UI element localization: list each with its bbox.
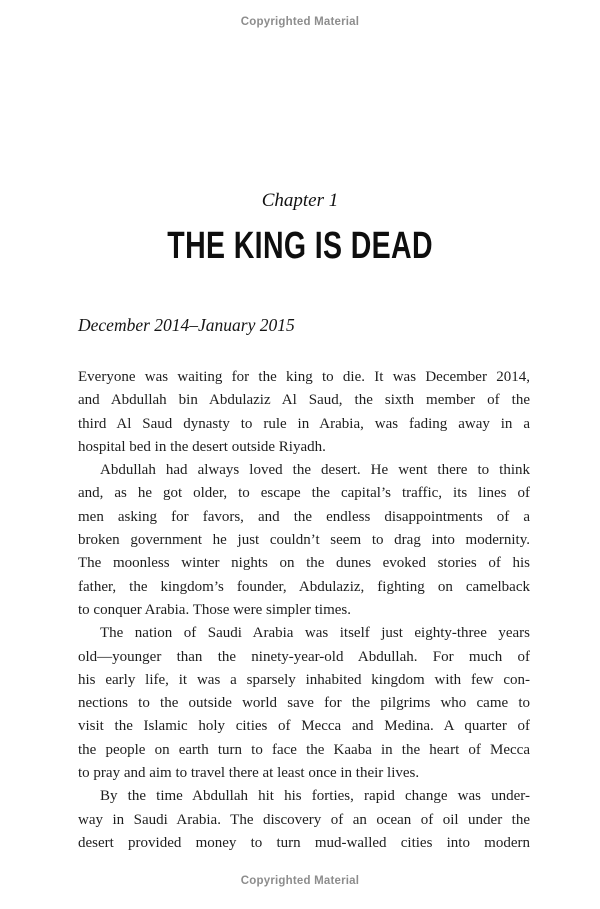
paragraph	[78, 785, 530, 855]
body-text-line: visit the Islamic holy cities of Mecca and Medina. A quarter of	[78, 718, 530, 735]
body-text-line: his early life, it was a sparsely inhabited kingdom with few con-	[78, 671, 530, 688]
body-text-line: The nation of Saudi Arabia was itself just eighty-three years	[100, 625, 530, 642]
copyright-notice-bottom: Copyrighted Material	[240, 875, 360, 887]
body-text-line: old—younger than the ninety-year-old Abdullah. For much of	[78, 648, 530, 665]
body-text-line: nections to the outside world save for the pilgrims who came to	[78, 695, 530, 712]
paragraph	[78, 459, 530, 622]
body-text-line: the people on earth turn to face the Kaaba in the heart of Mecca	[78, 741, 530, 758]
copyright-notice-top: Copyrighted Material	[240, 16, 360, 28]
body-text-line: to conquer Arabia. Those were simpler times.	[78, 601, 351, 618]
body-text	[78, 366, 530, 855]
chapter-title-wrap	[0, 225, 600, 268]
body-text-line: way in Saudi Arabia. The discovery of an ocean of oil under the	[78, 811, 530, 828]
body-text-line: father, the kingdom’s founder, Abdulaziz, fighting on camelback	[78, 578, 530, 595]
body-text-line: and Abdullah bin Abdulaziz Al Saud, the sixth member of the	[78, 392, 530, 409]
chapter-dateline: December 2014–January 2015	[78, 315, 295, 335]
body-text-line: hospital bed in the desert outside Riyadh.	[78, 438, 326, 455]
chapter-title: THE KING IS DEAD	[167, 225, 433, 267]
body-text-line: Everyone was waiting for the king to die. It was December 2014,	[78, 369, 530, 385]
body-text-line: men asking for favors, and the endless disappointments of a	[78, 508, 530, 525]
paragraph	[78, 622, 530, 785]
body-text-line: and, as he got older, to escape the capital’s traffic, its lines of	[78, 485, 530, 502]
chapter-label: Chapter 1	[261, 190, 339, 211]
body-text-line: The moonless winter nights on the dunes evoked stories of his	[78, 555, 530, 572]
body-text-line: Abdullah had always loved the desert. He went there to think	[100, 462, 530, 479]
paragraph	[78, 366, 530, 459]
body-text-line: to pray and aim to travel there at least once in their lives.	[78, 765, 420, 782]
body-text-line: broken government he just couldn’t seem to drag into modernity.	[78, 532, 530, 549]
body-text-line: By the time Abdullah hit his forties, rapid change was under-	[100, 788, 530, 805]
body-text-line: third Al Saud dynasty to rule in Arabia, was fading away in a	[78, 415, 530, 432]
body-text-line: desert provided money to turn mud-walled cities into modern	[78, 834, 530, 851]
